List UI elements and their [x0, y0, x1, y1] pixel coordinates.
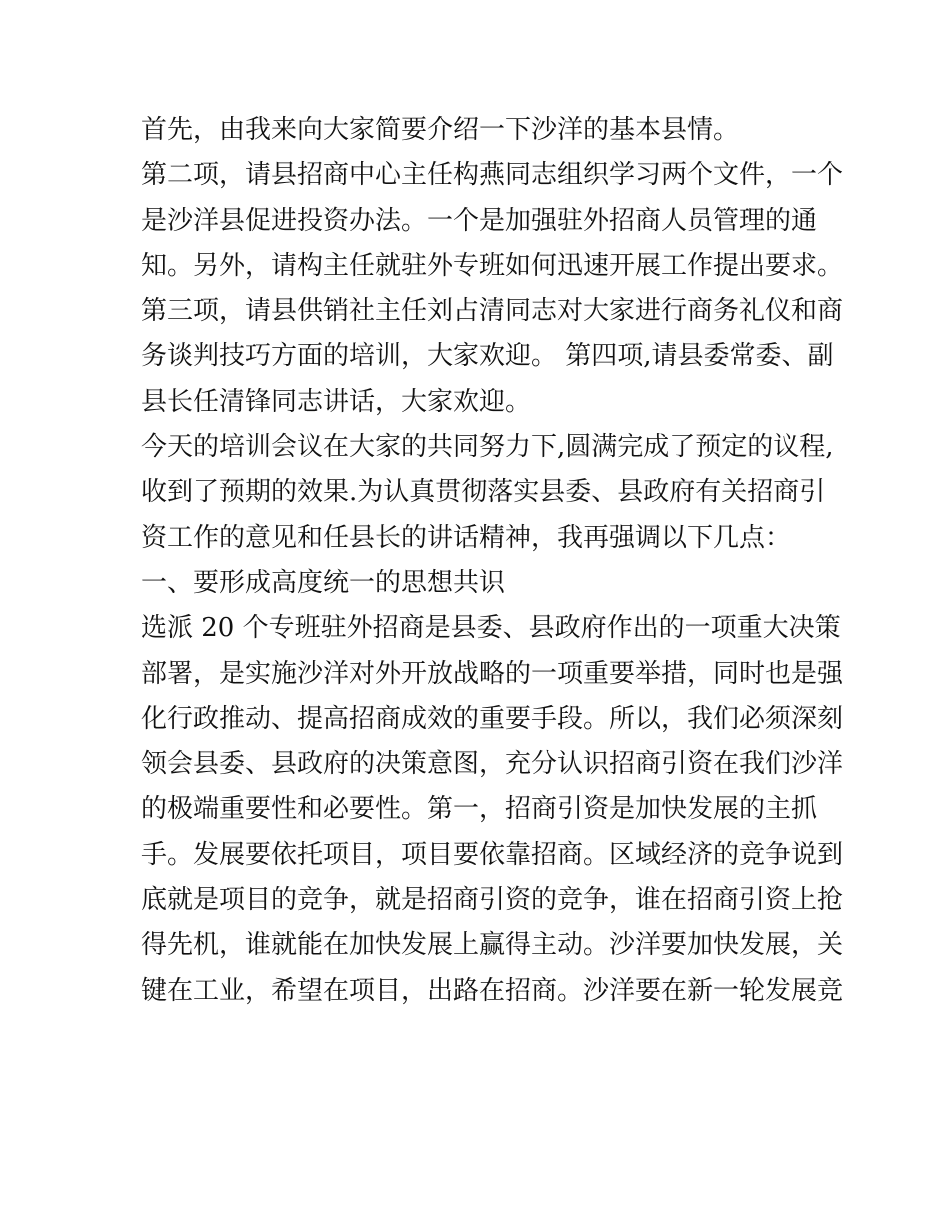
- section-heading: 一、要形成高度统一的思想共识: [141, 567, 506, 598]
- text-line: 县长任清锋同志讲话，大家欢迎。: [141, 386, 532, 417]
- text-line: 选派 20 个专班驻外招商是县委、县政府作出的一项重大决策: [141, 613, 841, 644]
- text-line: 第二项，请县招商中心主任构燕同志组织学习两个文件，一个: [141, 160, 844, 191]
- text-line: 的极端重要性和必要性。第一，招商引资是加快发展的主抓: [141, 794, 818, 825]
- text-line: 首先，由我来向大家简要介绍一下沙洋的基本县情。: [141, 115, 740, 145]
- text-line: 键在工业，希望在项目，出路在招商。沙洋要在新一轮发展竞: [141, 975, 844, 1006]
- text-line: 化行政推动、提高招商成效的重要手段。所以，我们必须深刻: [141, 703, 844, 734]
- text-line: 是沙洋县促进投资办法。一个是加强驻外招商人员管理的通: [141, 205, 818, 236]
- text-line: 第三项，请县供销社主任刘占清同志对大家进行商务礼仪和商: [141, 296, 844, 327]
- document-body: [141, 108, 844, 1014]
- text-line: 今天的培训会议在大家的共同努力下,圆满完成了预定的议程,: [141, 432, 834, 463]
- text-line: 部署，是实施沙洋对外开放战略的一项重要举措，同时也是强: [141, 658, 844, 689]
- text-line: 资工作的意见和任县长的讲话精神，我再强调以下几点：: [141, 522, 792, 553]
- text-line: 底就是项目的竞争，就是招商引资的竞争，谁在招商引资上抢: [141, 885, 844, 916]
- text-line: 收到了预期的效果.为认真贯彻落实县委、县政府有关招商引: [141, 477, 826, 508]
- text-line: 务谈判技巧方面的培训，大家欢迎。 第四项,请县委常委、副: [141, 341, 834, 372]
- text-line: 得先机，谁就能在加快发展上赢得主动。沙洋要加快发展，关: [141, 930, 844, 961]
- text-line: 手。发展要依托项目，项目要依靠招商。区域经济的竞争说到: [141, 839, 844, 870]
- text-line: 知。另外，请构主任就驻外专班如何迅速开展工作提出要求。: [141, 250, 844, 281]
- text-line: 领会县委、县政府的决策意图，充分认识招商引资在我们沙洋: [141, 749, 844, 780]
